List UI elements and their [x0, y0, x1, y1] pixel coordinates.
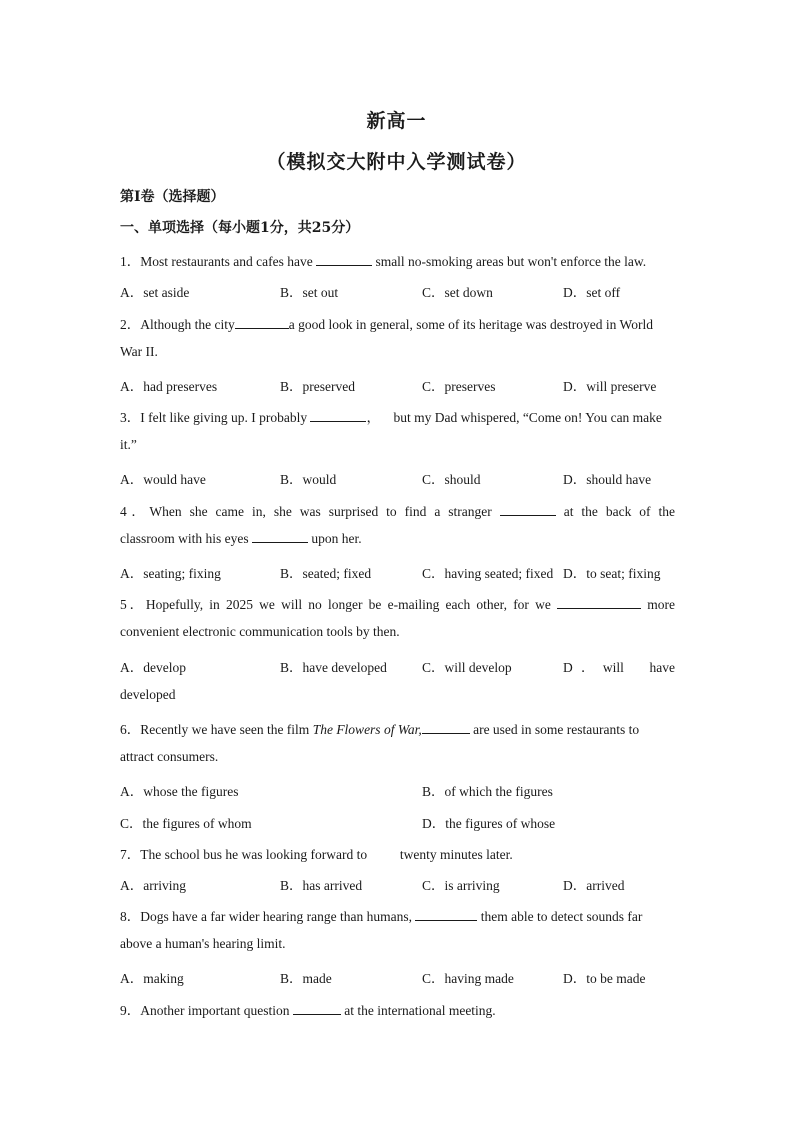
q2-option-a: A．had preserves [120, 379, 218, 394]
answer-blank [252, 531, 308, 543]
question-4-stem: 4．When she came in, she was surprised to find a stranger at the back of the [120, 504, 675, 519]
q4-option-c: C．having seated; fixed [422, 566, 554, 581]
question-6-stem: 6．Recently we have seen the film The Flowers of War, are used in some restaurants to [120, 722, 640, 737]
question-7-stem: 7．The school bus he was looking forward to twenty minutes later. [120, 847, 513, 862]
question-3-stem: 3．I felt like giving up. I probably ， but my Dad whispered, “Come on! You can make [120, 410, 662, 425]
question-4-stem-cont: classroom with his eyes upon her. [120, 531, 362, 546]
q5-option-d: D．will have [563, 660, 675, 675]
question-8-stem: 8．Dogs have a far wider hearing range than humans, them able to detect sounds far [120, 909, 643, 924]
q6-option-c: C．the figures of whom [120, 816, 252, 831]
q1-option-b: B．set out [280, 285, 339, 300]
q7-option-d: D．arrived [563, 878, 625, 893]
question-2-stem: 2．Although the city a good look in general, some of its heritage was destroyed in World [120, 317, 653, 332]
q4-option-a: A．seating; fixing [120, 566, 221, 581]
answer-blank [293, 1003, 341, 1015]
q5-option-c: C．will develop [422, 660, 512, 675]
answer-blank [557, 597, 641, 609]
q3-option-b: B．would [280, 472, 337, 487]
q3-option-d: D．should have [563, 472, 652, 487]
q1-option-a: A．set aside [120, 285, 190, 300]
q5-option-b: B．have developed [280, 660, 387, 675]
question-2-stem-cont: War II. [120, 344, 158, 359]
answer-blank [500, 504, 556, 516]
q4-option-b: B．seated; fixed [280, 566, 372, 581]
answer-blank [316, 254, 372, 266]
question-5-stem-cont: convenient electronic communication tools by then. [120, 624, 400, 639]
question-8-stem-cont: above a human's hearing limit. [120, 936, 286, 951]
answer-blank [422, 722, 470, 734]
part-heading: 第I卷（选择题） [120, 189, 225, 205]
q6-option-d: D．the figures of whose [422, 816, 556, 831]
q8-option-d: D．to be made [563, 971, 646, 986]
q3-option-c: C．should [422, 472, 481, 487]
q5-option-d-cont: developed [120, 687, 176, 702]
q7-option-c: C．is arriving [422, 878, 500, 893]
q8-option-c: C．having made [422, 971, 514, 986]
q8-option-b: B．made [280, 971, 332, 986]
q6-option-a: A．whose the figures [120, 784, 239, 799]
question-6-stem-cont: attract consumers. [120, 749, 219, 764]
answer-blank [235, 317, 289, 329]
q2-option-b: B．preserved [280, 379, 355, 394]
answer-blank [415, 909, 477, 921]
answer-blank [310, 410, 366, 422]
q7-option-a: A．arriving [120, 878, 186, 893]
q7-option-b: B．has arrived [280, 878, 363, 893]
page-title: 新高一 [366, 110, 427, 132]
q6-option-b: B．of which the figures [422, 784, 553, 799]
section-heading: 一、单项选择（每小题1分，共25分） [120, 220, 360, 236]
page-subtitle: （模拟交大附中入学测试卷） [266, 151, 527, 173]
q1-option-c: C．set down [422, 285, 493, 300]
q2-option-c: C．preserves [422, 379, 496, 394]
question-1-stem: 1．Most restaurants and cafes have small no-smoking areas but won't enforce the law. [120, 254, 647, 269]
question-3-stem-cont: it.” [120, 437, 137, 452]
q4-option-d: D．to seat; fixing [563, 566, 661, 581]
q2-option-d: D．will preserve [563, 379, 657, 394]
q3-option-a: A．would have [120, 472, 206, 487]
q8-option-a: A．making [120, 971, 184, 986]
q5-option-a: A．develop [120, 660, 186, 675]
question-9-stem: 9．Another important question at the international meeting. [120, 1003, 496, 1018]
q1-option-d: D．set off [563, 285, 621, 300]
question-5-stem: 5．Hopefully, in 2025 we will no longer be e-mailing each other, for we more [120, 597, 675, 612]
